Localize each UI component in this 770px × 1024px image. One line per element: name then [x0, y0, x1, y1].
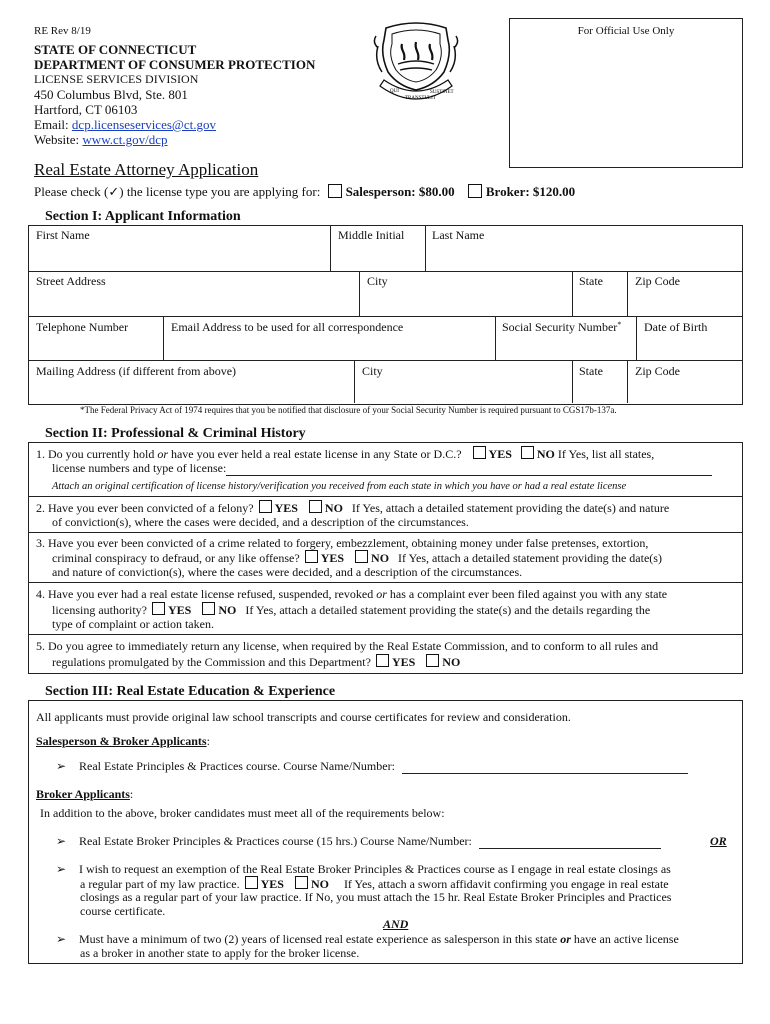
city-field[interactable] [360, 288, 571, 315]
q5-no-checkbox[interactable] [426, 654, 439, 667]
q3-yes-label: YES [320, 551, 345, 565]
first-name-label: First Name [36, 228, 90, 242]
q1-license-line [52, 461, 712, 476]
telephone-field[interactable] [29, 334, 162, 359]
section-1-heading: Section I: Applicant Information [45, 209, 241, 224]
q3-text-d: and nature of conviction(s), where the cases were decided, and a description of the circumstances. [52, 565, 523, 579]
q2-no-checkbox[interactable] [309, 500, 322, 513]
q1-yes-label: YES [488, 447, 512, 461]
broker-course-field[interactable] [479, 836, 661, 849]
exemption-text-a: I wish to request an exemption of the Real Estate Broker Principles & Practices course as I engage in real estate closings as [79, 862, 671, 876]
website-line [34, 132, 315, 147]
colon: : [129, 787, 134, 801]
question-1 [36, 446, 654, 462]
q4-text-b: has a complaint ever been filed against you with any state [386, 587, 668, 601]
address-line-2: Hartford, CT 06103 [34, 102, 138, 117]
question-4 [36, 587, 667, 602]
salesperson-option-label: Salesperson: $80.00 [345, 184, 455, 199]
q1-text-c: If Yes, list all states, [557, 447, 655, 461]
mailing-city-field[interactable] [355, 378, 571, 402]
row-divider [28, 271, 742, 272]
official-use-label: For Official Use Only [577, 25, 675, 37]
broker-course-text: Real Estate Broker Principles & Practices course (15 hrs.) Course Name/Number: [79, 834, 472, 848]
website-label: Website: [34, 132, 80, 147]
agency-block [34, 42, 315, 147]
exemption-yes-checkbox[interactable] [245, 876, 258, 889]
sb-course-item [56, 759, 688, 774]
state-field[interactable] [573, 288, 626, 315]
telephone-label: Telephone Number [36, 320, 129, 334]
city-label: City [367, 274, 388, 288]
division-name: LICENSE SERVICES DIVISION [34, 72, 199, 86]
arrow-bullet-icon: ➢ [56, 932, 67, 946]
last-name-field[interactable] [426, 242, 740, 270]
q2-text-a: 2. Have you ever been convicted of a felony? [36, 501, 254, 515]
exemption-text-d: closings as a regular part of your law practice. If No, you must attach the 15 hr. Real Estate Broker Principles and Practices [80, 890, 672, 904]
mailing-zip-label: Zip Code [635, 364, 680, 378]
arrow-bullet-icon: ➢ [56, 759, 67, 773]
privacy-act-note: *The Federal Privacy Act of 1974 requires that you be notified that disclosure of your Social Security Number is required pursuant to CGS17b-137a. [80, 405, 617, 415]
experience-text-a: Must have a minimum of two (2) years of licensed real estate experience as salesperson in this state [79, 932, 561, 946]
question-3-answer-row [52, 550, 662, 566]
q3-yes-checkbox[interactable] [305, 550, 318, 563]
q1-text-b: have you ever held a real estate license in any State or D.C.? [167, 447, 462, 461]
row-divider [28, 316, 742, 317]
email-label: Email: [34, 117, 69, 132]
row-divider [28, 582, 742, 583]
broker-applicants-heading: Broker Applicants [36, 787, 130, 801]
ssn-label [502, 320, 621, 335]
mailing-city-label: City [362, 364, 383, 378]
zip-code-field[interactable] [628, 288, 740, 315]
seal-motto-right: SUSTINET [430, 90, 454, 95]
exemption-text-b: a regular part of my law practice. [80, 877, 240, 891]
q3-text-b: criminal conspiracy to defraud, or any like offense? [52, 551, 300, 565]
section-2-heading: Section II: Professional & Criminal History [45, 426, 306, 441]
department-name: DEPARTMENT OF CONSUMER PROTECTION [34, 57, 316, 72]
row-divider [28, 532, 742, 533]
and-label: AND [383, 917, 409, 931]
first-name-field[interactable] [29, 242, 329, 270]
broker-course-item [56, 834, 661, 849]
q3-no-label: NO [371, 551, 390, 565]
state-label: State [579, 274, 603, 288]
email-line [34, 117, 315, 132]
salesperson-broker-heading: Salesperson & Broker Applicants [36, 734, 207, 748]
state-name: STATE OF CONNECTICUT [34, 42, 197, 57]
row-divider [28, 634, 742, 635]
mailing-state-label: State [579, 364, 603, 378]
question-5-answer-row [52, 654, 460, 670]
q1-no-label: NO [536, 447, 555, 461]
q5-no-label: NO [442, 655, 461, 669]
experience-item [56, 932, 679, 947]
q2-text-b: If Yes, attach a detailed statement providing the date(s) and nature [351, 501, 670, 515]
date-of-birth-label: Date of Birth [644, 320, 708, 334]
broker-intro: In addition to the above, broker candidates must meet all of the requirements below: [40, 806, 445, 820]
seal-motto-middle: TRANSTULIT [405, 96, 436, 101]
q5-yes-label: YES [391, 655, 416, 669]
q4-no-checkbox[interactable] [202, 602, 215, 615]
email-link[interactable]: dcp.licenseservices@ct.gov [71, 117, 217, 132]
q5-yes-checkbox[interactable] [376, 654, 389, 667]
q2-yes-label: YES [274, 501, 298, 515]
mailing-address-field[interactable] [29, 378, 353, 402]
ssn-field[interactable] [496, 334, 635, 359]
q4-text-e: type of complaint or action taken. [52, 617, 214, 631]
website-link[interactable]: www.ct.gov/dcp [82, 132, 168, 147]
state-seal-icon [372, 20, 460, 112]
mailing-zip-field[interactable] [628, 378, 740, 402]
revision-label: RE Rev 8/19 [34, 25, 91, 37]
q3-no-checkbox[interactable] [355, 550, 368, 563]
sb-course-text: Real Estate Principles & Practices course. Course Name/Number: [79, 759, 395, 773]
q2-text-c: of conviction(s), where the cases were decided, and a description of the circumstances. [52, 515, 469, 529]
q1-attachment-note: Attach an original certification of license history/verification you received from each state in which you have or had a real estate license [52, 481, 627, 492]
q1-license-field[interactable] [226, 463, 712, 476]
middle-initial-label: Middle Initial [338, 228, 405, 242]
official-use-box [509, 18, 743, 168]
salesperson-checkbox[interactable] [328, 184, 342, 198]
q1-yes-checkbox[interactable] [473, 446, 486, 459]
email-address-label: Email Address to be used for all correspondence [171, 320, 404, 334]
q3-text-a: 3. Have you ever been convicted of a crime related to forgery, embezzlement, obtaining money under false pretenses, extortion, [36, 536, 649, 550]
broker-option-label: Broker: $120.00 [485, 184, 576, 199]
education-intro: All applicants must provide original law school transcripts and course certificates for review and consideration. [36, 710, 571, 724]
exemption-yes-label: YES [260, 877, 284, 891]
mailing-state-field[interactable] [573, 378, 626, 402]
ssn-label-text: Social Security Number [502, 320, 618, 334]
q3-text-c: If Yes, attach a detailed statement providing the date(s) [398, 551, 662, 565]
row-divider [28, 496, 742, 497]
q4-text-a: 4. Have you ever had a real estate license refused, suspended, revoked [36, 587, 377, 601]
middle-initial-field[interactable] [331, 242, 424, 270]
license-type-prompt: Please check (✓) the license type you are applying for: [34, 184, 321, 199]
email-address-field[interactable] [164, 334, 494, 359]
q5-text-a: 5. Do you agree to immediately return any license, when required by the Real Estate Commission, and to conform to all rules and [36, 639, 659, 653]
row-divider [28, 360, 742, 361]
q4-yes-checkbox[interactable] [152, 602, 165, 615]
q4-yes-label: YES [167, 603, 192, 617]
q1-or: or [157, 447, 168, 461]
street-address-field[interactable] [29, 288, 358, 315]
license-type-row [34, 184, 575, 200]
broker-heading-row [36, 787, 133, 802]
arrow-bullet-icon: ➢ [56, 862, 67, 876]
colon: : [206, 734, 210, 748]
date-of-birth-field[interactable] [637, 334, 740, 359]
zip-code-label: Zip Code [635, 274, 680, 288]
salesperson-broker-heading-row [36, 734, 210, 749]
q5-text-b: regulations promulgated by the Commission and this Department? [52, 655, 371, 669]
page-title: Real Estate Attorney Application [34, 160, 259, 179]
question-2 [36, 500, 669, 516]
experience-or: or [560, 932, 571, 946]
q1-no-checkbox[interactable] [521, 446, 534, 459]
street-address-label: Street Address [36, 274, 106, 288]
q1-text-d: license numbers and type of license: [52, 461, 227, 475]
mailing-address-label: Mailing Address (if different from above) [36, 364, 237, 378]
section-3-heading: Section III: Real Estate Education & Experience [45, 684, 336, 699]
q4-text-d: If Yes, attach a detailed statement providing the state(s) and the details regarding the [245, 603, 651, 617]
last-name-label: Last Name [432, 228, 485, 242]
q2-no-label: NO [324, 501, 343, 515]
question-4-answer-row [52, 602, 650, 618]
arrow-bullet-icon: ➢ [56, 834, 67, 848]
seal-motto-left: QUI [390, 89, 399, 94]
q4-no-label: NO [218, 603, 237, 617]
q1-text-a: 1. Do you currently hold [36, 447, 158, 461]
experience-text-c: as a broker in another state to apply for the broker license. [80, 946, 360, 960]
q4-text-c: licensing authority? [52, 603, 147, 617]
address-line-1: 450 Columbus Blvd, Ste. 801 [34, 87, 188, 102]
or-label: OR [710, 834, 727, 848]
sb-course-field[interactable] [402, 761, 688, 774]
exemption-text-e: course certificate. [80, 904, 166, 918]
broker-checkbox[interactable] [468, 184, 482, 198]
q2-yes-checkbox[interactable] [259, 500, 272, 513]
q4-or: or [376, 587, 387, 601]
exemption-no-label: NO [310, 877, 329, 891]
experience-text-b: have an active license [570, 932, 679, 946]
ssn-asterisk: * [617, 320, 622, 329]
exemption-item [56, 862, 671, 877]
exemption-no-checkbox[interactable] [295, 876, 308, 889]
exemption-text-c: If Yes, attach a sworn affidavit confirming you engage in real estate [343, 877, 669, 891]
